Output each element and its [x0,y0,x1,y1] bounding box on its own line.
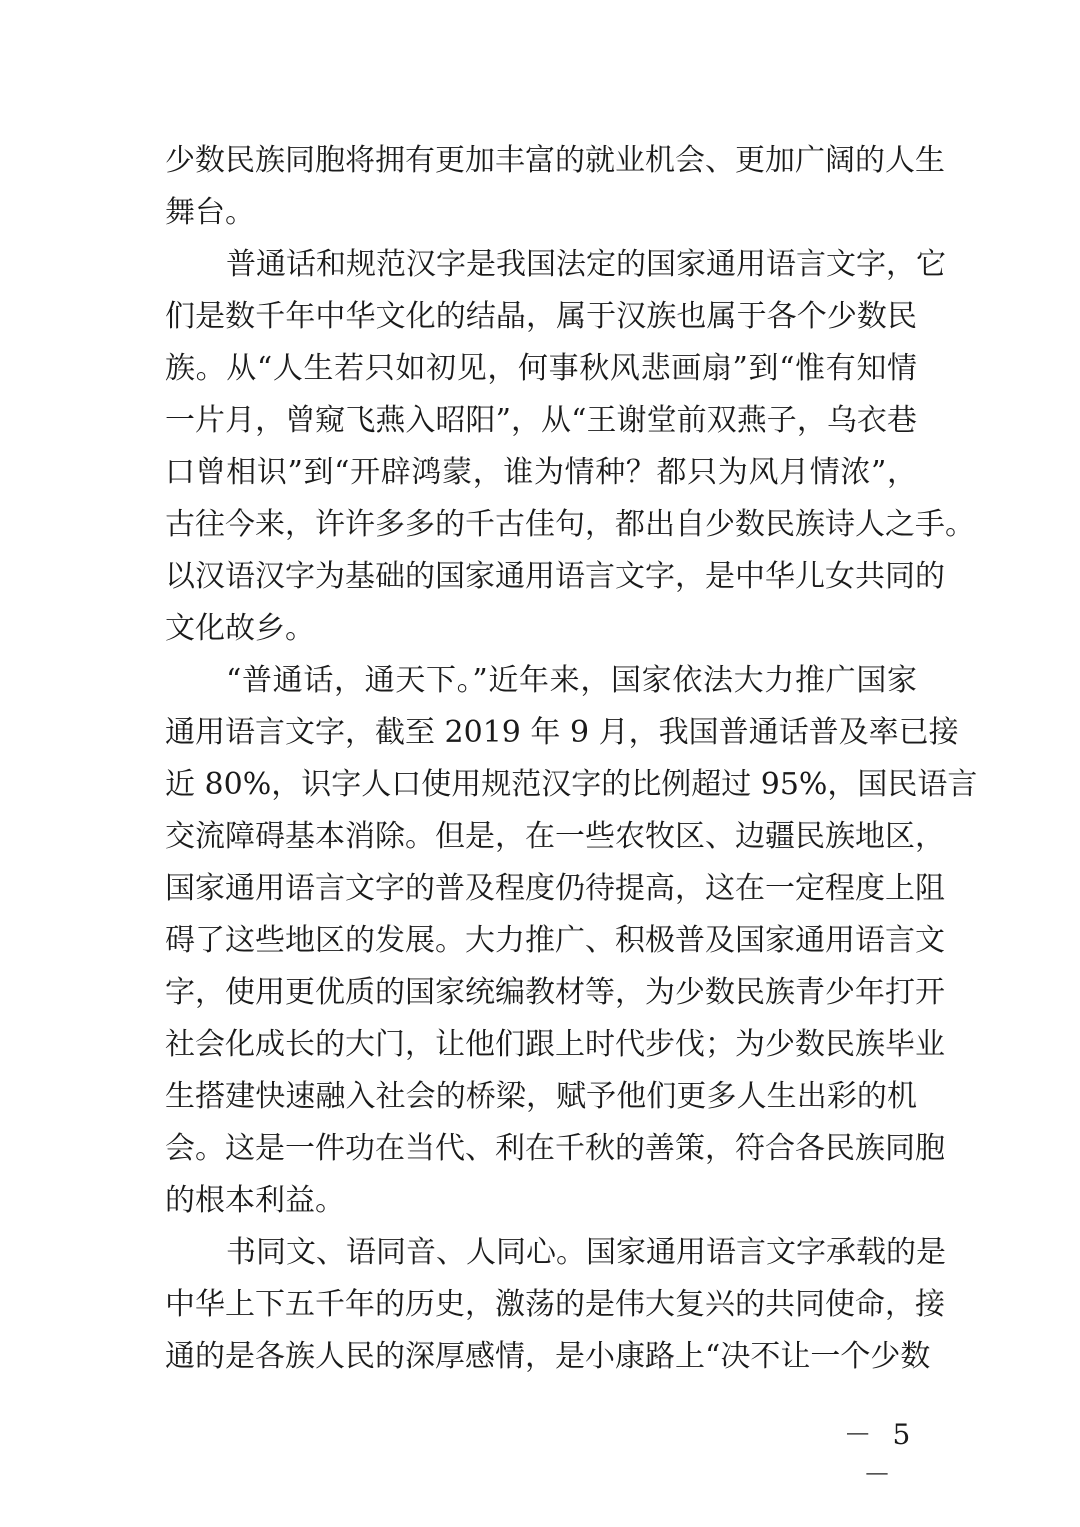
text-line: 通的是各族人民的深厚感情，是小康路上“决不让一个少数 [165,1339,931,1374]
text-line: 口曾相识”到“开辟鸿蒙，谁为情种？都只为风月情浓”， [165,455,917,490]
text-line: 社会化成长的大门，让他们跟上时代步伐；为少数民族毕业 [165,1027,945,1062]
text-line: 古往今来，许许多多的千古佳句，都出自少数民族诗人之手。 [165,507,975,542]
page-number: － 5 － [843,1418,917,1491]
text-line: 近 80%，识字人口使用规范汉字的比例超过 95%，国民语言 [165,767,978,802]
text-line: 族。从“人生若只如初见，何事秋风悲画扇”到“惟有知情 [165,351,917,386]
text-line: 碍了这些地区的发展。大力推广、积极普及国家通用语言文 [165,923,945,958]
text-line: 一片月，曾窥飞燕入昭阳”，从“王谢堂前双燕子，乌衣巷 [165,403,917,438]
text-line: 中华上下五千年的历史，激荡的是伟大复兴的共同使命，接 [165,1287,945,1322]
text-line: 字，使用更优质的国家统编教材等，为少数民族青少年打开 [165,975,945,1010]
text-line: 少数民族同胞将拥有更加丰富的就业机会、更加广阔的人生 [165,143,945,178]
text-line: 生搭建快速融入社会的桥梁，赋予他们更多人生出彩的机 [165,1079,917,1114]
text-line: 会。这是一件功在当代、利在千秋的善策，符合各民族同胞 [165,1131,945,1166]
paragraph-first-line: 书同文、语同音、人同心。国家通用语言文字承载的是 [226,1235,946,1270]
text-line: 们是数千年中华文化的结晶，属于汉族也属于各个少数民 [165,299,917,334]
text-line: 通用语言文字，截至 2019 年 9 月，我国普通话普及率已接 [165,715,959,750]
text-line: 国家通用语言文字的普及程度仍待提高，这在一定程度上阻 [165,871,945,906]
text-line: 舞台。 [165,195,255,230]
paragraph-first-line: “普通话，通天下。”近年来，国家依法大力推广国家 [226,663,917,698]
text-line: 的根本利益。 [165,1183,345,1218]
text-line: 交流障碍基本消除。但是，在一些农牧区、边疆民族地区， [165,819,945,854]
text-line: 文化故乡。 [165,611,315,646]
text-line: 以汉语汉字为基础的国家通用语言文字，是中华儿女共同的 [165,559,945,594]
paragraph-first-line: 普通话和规范汉字是我国法定的国家通用语言文字，它 [226,247,946,282]
